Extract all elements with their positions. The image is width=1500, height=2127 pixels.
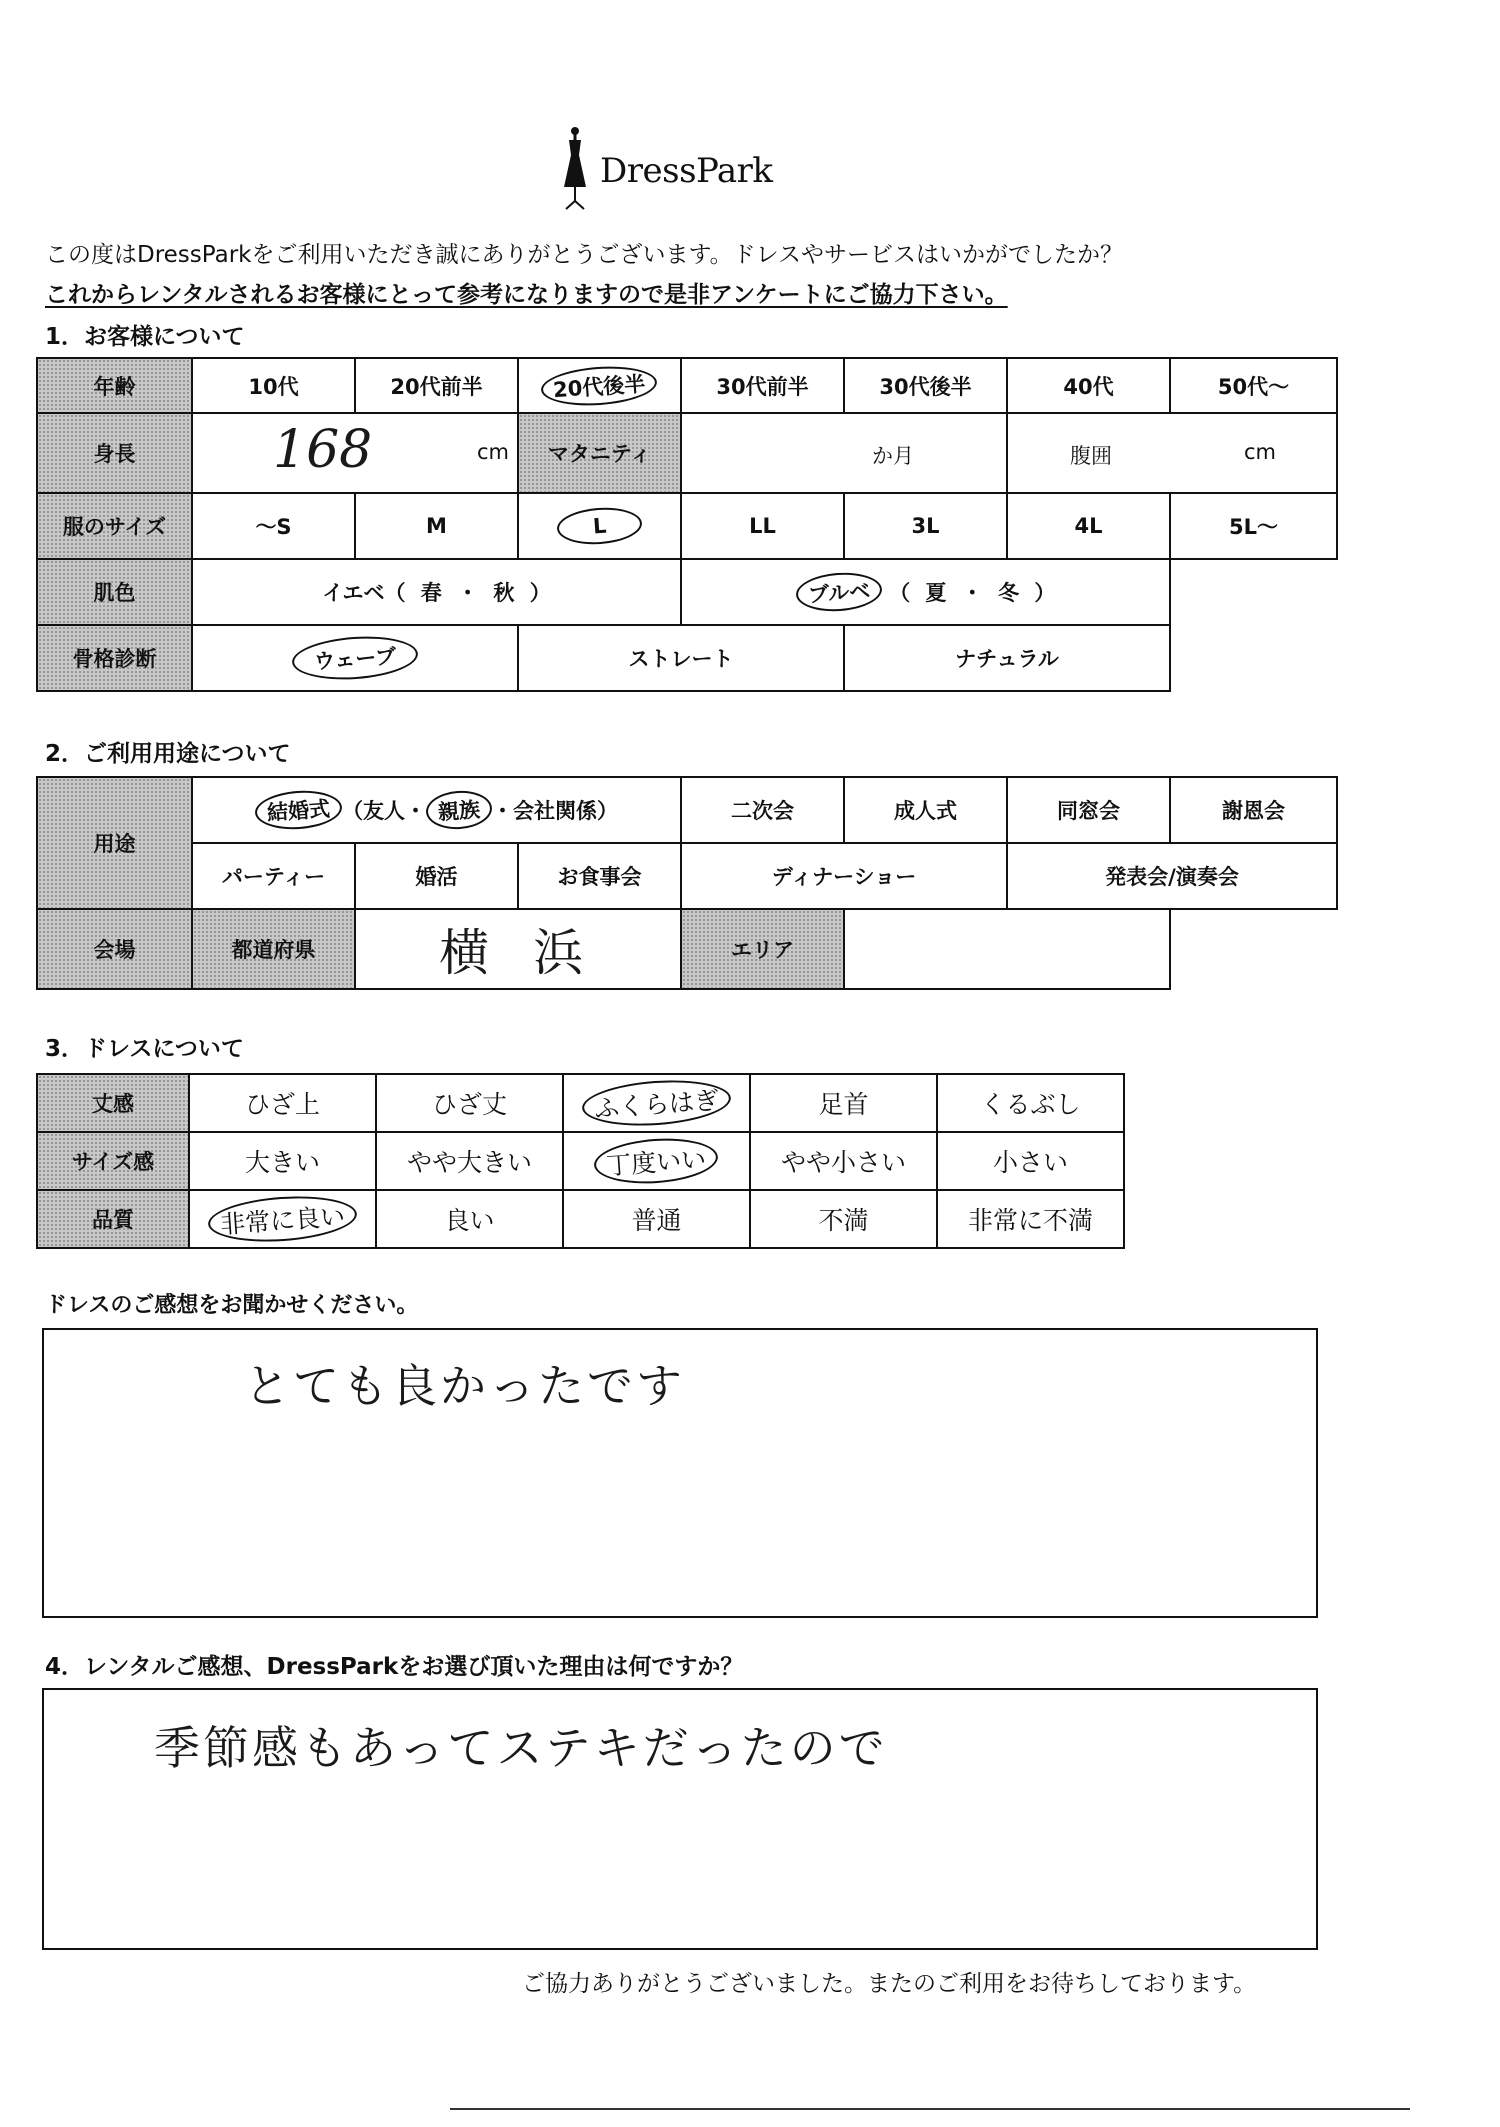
dresspark-logo xyxy=(560,125,820,215)
fit-option-selected[interactable] xyxy=(563,1132,750,1190)
footer-divider xyxy=(450,2108,1410,2110)
wedding-option[interactable] xyxy=(192,777,681,843)
area-label: エリア xyxy=(681,909,844,989)
venue-label: 会場 xyxy=(37,909,192,989)
quality-option[interactable]: 良い xyxy=(376,1190,563,1248)
size-option[interactable]: 3L xyxy=(844,493,1007,559)
fit-selected-mark: 丁度いい xyxy=(593,1135,720,1188)
length-selected-mark: ふくらはぎ xyxy=(581,1076,733,1130)
purpose-option[interactable]: 成人式 xyxy=(844,777,1007,843)
size-option[interactable]: LL xyxy=(681,493,844,559)
prefecture-label: 都道府県 xyxy=(192,909,355,989)
impression-prompt: ドレスのご感想をお聞かせください。 xyxy=(45,1293,419,1318)
quality-option[interactable]: 普通 xyxy=(563,1190,750,1248)
skin-option-yellow[interactable]: イエベ（ 春 ・ 秋 ） xyxy=(192,559,681,625)
section-4-title: 4．レンタルご感想、DressParkをお選び頂いた理由は何ですか？ xyxy=(45,1654,744,1680)
skin-selected-mark: ブルベ xyxy=(794,570,883,614)
age-label: 年齢 xyxy=(37,358,192,413)
size-label: 服のサイズ xyxy=(37,493,192,559)
reason-answer-box[interactable] xyxy=(42,1688,1318,1950)
quality-row xyxy=(37,1190,1124,1248)
quality-option-selected[interactable] xyxy=(189,1190,376,1248)
logo-text: DressPark xyxy=(600,151,773,191)
waist-unit: cm xyxy=(1243,440,1276,464)
frame-row xyxy=(37,625,1337,691)
age-selected-mark: 20代後半 xyxy=(540,362,659,408)
height-value: 168 xyxy=(273,420,373,480)
area-value[interactable] xyxy=(844,909,1170,989)
intro-text: この度はDressParkをご利用いただき誠にありがとうございます。ドレスやサービスはいかがでしたか？ xyxy=(45,242,1123,268)
months-unit: か月 xyxy=(872,444,914,468)
age-option[interactable]: 20代前半 xyxy=(355,358,518,413)
purpose-option[interactable]: お食事会 xyxy=(518,843,681,909)
maternity-label: マタニティ xyxy=(518,413,681,493)
quality-option[interactable]: 不満 xyxy=(750,1190,937,1248)
purpose-label: 用途 xyxy=(37,777,192,909)
size-option[interactable]: 4L xyxy=(1007,493,1170,559)
length-row xyxy=(37,1074,1124,1132)
intro-request: これからレンタルされるお客様にとって参考になりますので是非アンケートにご協力下さい。 xyxy=(45,282,1008,308)
customer-table xyxy=(36,357,1338,692)
impression-answer-box[interactable] xyxy=(42,1328,1318,1618)
separator: ・ xyxy=(492,799,514,823)
dress-table xyxy=(36,1073,1125,1249)
dress-mannequin-icon xyxy=(560,125,590,211)
waist-label: 腹囲 xyxy=(1070,444,1112,468)
fit-option[interactable]: やや大きい xyxy=(376,1132,563,1190)
reason-answer: 季節感もあってステキだったので xyxy=(154,1721,888,1775)
frame-label: 骨格診断 xyxy=(37,625,192,691)
purpose-option[interactable]: ディナーショー xyxy=(681,843,1007,909)
purpose-option[interactable]: パーティー xyxy=(192,843,355,909)
venue-row xyxy=(37,909,1337,989)
size-option-selected[interactable] xyxy=(518,493,681,559)
height-unit: cm xyxy=(476,440,509,464)
skin-row xyxy=(37,559,1337,625)
height-field[interactable] xyxy=(192,413,518,493)
fit-option[interactable]: 小さい xyxy=(937,1132,1124,1190)
length-option[interactable]: 足首 xyxy=(750,1074,937,1132)
length-option[interactable]: ひざ丈 xyxy=(376,1074,563,1132)
section-2-title: 2．ご利用用途について xyxy=(45,741,291,767)
wedding-selected-mark: 結婚式 xyxy=(254,788,343,832)
frame-option[interactable]: ナチュラル xyxy=(844,625,1170,691)
section-1-title: 1．お客様について xyxy=(45,324,245,350)
length-option[interactable]: ひざ上 xyxy=(189,1074,376,1132)
wedding-friend: 友人 xyxy=(363,799,406,823)
purpose-row-2 xyxy=(37,843,1337,909)
size-option[interactable]: ～S xyxy=(192,493,355,559)
quality-option[interactable]: 非常に不満 xyxy=(937,1190,1124,1248)
paren: ） xyxy=(597,799,619,823)
size-row xyxy=(37,493,1337,559)
maternity-months-field[interactable] xyxy=(681,413,1007,493)
frame-option[interactable]: ストレート xyxy=(518,625,844,691)
size-selected-mark: L xyxy=(556,505,644,547)
age-option[interactable]: 50代～ xyxy=(1170,358,1337,413)
length-option-selected[interactable] xyxy=(563,1074,750,1132)
quality-label: 品質 xyxy=(37,1190,189,1248)
family-selected-mark: 親族 xyxy=(425,789,493,832)
empty-cell xyxy=(1170,625,1337,691)
frame-option-selected[interactable] xyxy=(192,625,518,691)
skin-option-blue[interactable] xyxy=(681,559,1170,625)
skin-blue-seasons: （ 夏 ・ 冬 ） xyxy=(889,581,1056,605)
fit-option[interactable]: 大きい xyxy=(189,1132,376,1190)
size-option[interactable]: 5L～ xyxy=(1170,493,1337,559)
age-option[interactable]: 30代前半 xyxy=(681,358,844,413)
fit-row xyxy=(37,1132,1124,1190)
length-option[interactable]: くるぶし xyxy=(937,1074,1124,1132)
impression-answer: とても良かったです xyxy=(244,1359,685,1413)
purpose-row-1 xyxy=(37,777,1337,843)
empty-cell xyxy=(1170,909,1337,989)
age-option[interactable]: 10代 xyxy=(192,358,355,413)
length-label: 丈感 xyxy=(37,1074,189,1132)
separator: ・ xyxy=(405,799,427,823)
thanks-message: ご協力ありがとうございました。またのご利用をお待ちしております。 xyxy=(522,1971,1257,1997)
height-row xyxy=(37,413,1337,493)
age-option-selected[interactable] xyxy=(518,358,681,413)
section-3-title: 3．ドレスについて xyxy=(45,1036,244,1062)
age-row xyxy=(37,358,1337,413)
purpose-option[interactable]: 謝恩会 xyxy=(1170,777,1337,843)
purpose-option[interactable]: 婚活 xyxy=(355,843,518,909)
waist-field[interactable] xyxy=(1007,413,1337,493)
prefecture-value[interactable]: 横 浜 xyxy=(355,909,681,989)
wedding-company: 会社関係 xyxy=(513,799,598,823)
frame-selected-mark: ウェーブ xyxy=(291,633,420,684)
skin-label: 肌色 xyxy=(37,559,192,625)
purpose-option[interactable]: 同窓会 xyxy=(1007,777,1170,843)
height-label: 身長 xyxy=(37,413,192,493)
empty-cell xyxy=(1170,559,1337,625)
fit-option[interactable]: やや小さい xyxy=(750,1132,937,1190)
age-option[interactable]: 40代 xyxy=(1007,358,1170,413)
age-option[interactable]: 30代後半 xyxy=(844,358,1007,413)
paren: （ xyxy=(342,799,364,823)
size-option[interactable]: M xyxy=(355,493,518,559)
purpose-option[interactable]: 二次会 xyxy=(681,777,844,843)
fit-label: サイズ感 xyxy=(37,1132,189,1190)
purpose-table xyxy=(36,776,1338,990)
quality-selected-mark: 非常に良い xyxy=(207,1192,359,1246)
purpose-option[interactable]: 発表会/演奏会 xyxy=(1007,843,1337,909)
